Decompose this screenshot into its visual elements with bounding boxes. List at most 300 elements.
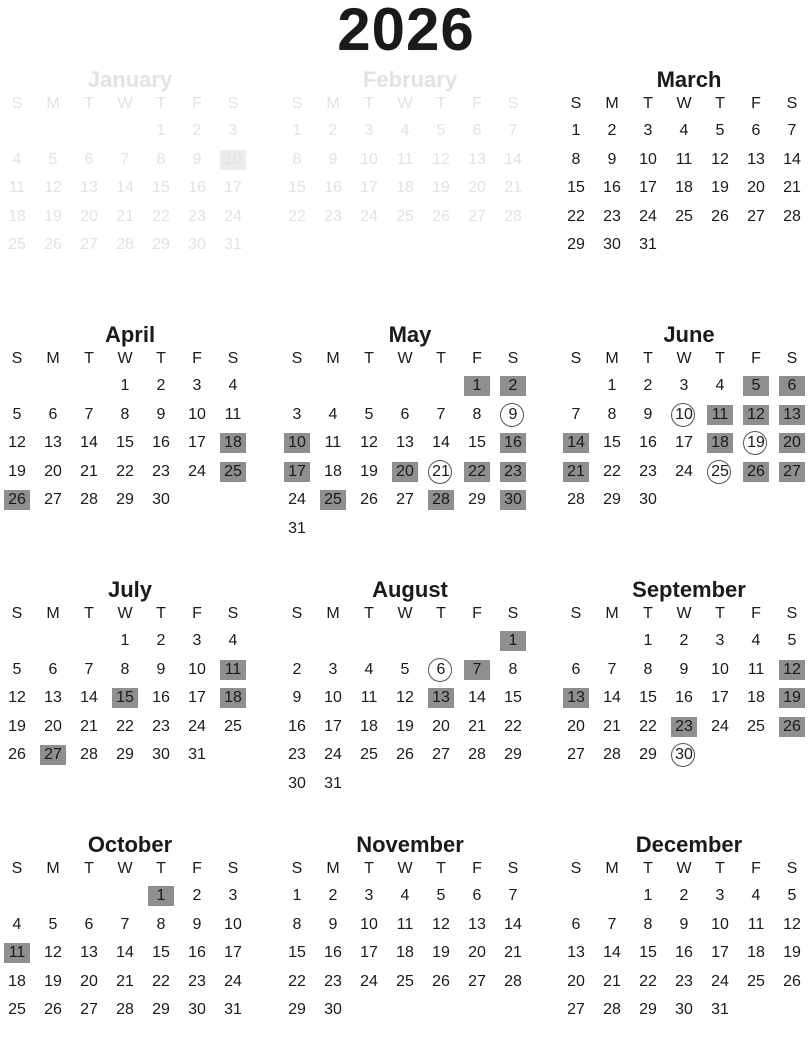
day-cell: 24 xyxy=(288,491,306,508)
day-cell: 13 xyxy=(747,150,765,168)
day-cell: 11 xyxy=(324,434,342,451)
day-cell: 8 xyxy=(156,915,166,933)
weekday-label: F xyxy=(472,860,482,877)
weekday-label: M xyxy=(605,95,619,112)
day-cell: 12 xyxy=(783,915,801,933)
weekday-label: W xyxy=(676,95,692,112)
day-cell: 12 xyxy=(360,434,378,451)
day-cell: 9 xyxy=(156,660,166,678)
day-cell: 13 xyxy=(468,915,486,933)
weekday-label: W xyxy=(117,95,133,112)
day-cell: 18 xyxy=(8,972,26,990)
day-cell: 12 xyxy=(8,434,26,451)
month-march xyxy=(563,67,812,297)
day-cell: 20 xyxy=(468,944,486,961)
day-cell: 2 xyxy=(328,122,338,139)
weekday-label: F xyxy=(751,860,761,877)
day-cell: 16 xyxy=(639,434,657,451)
day-cell: 5 xyxy=(787,887,797,904)
day-cell: 5 xyxy=(400,660,410,678)
weekday-label: T xyxy=(715,605,725,622)
day-cell: 10 xyxy=(188,405,206,423)
month-november xyxy=(284,832,536,1062)
day-cell: 4 xyxy=(400,122,410,139)
day-cell: 20 xyxy=(567,972,585,990)
day-cell: 1 xyxy=(500,631,526,651)
day-cell: 21 xyxy=(603,972,621,990)
day-cell: 29 xyxy=(288,1001,306,1018)
day-cell: 8 xyxy=(292,150,302,168)
day-cell: 30 xyxy=(188,1001,206,1018)
day-cell: 28 xyxy=(428,490,454,510)
day-cell: 26 xyxy=(779,717,805,737)
day-cell: 21 xyxy=(80,462,98,480)
day-cell: 29 xyxy=(639,746,657,763)
day-cell: 25 xyxy=(707,462,733,482)
day-cell: 5 xyxy=(12,660,22,678)
day-cell: 14 xyxy=(468,689,486,706)
day-cell: 9 xyxy=(328,150,338,168)
day-cell: 17 xyxy=(324,717,342,735)
day-cell: 6 xyxy=(571,915,581,933)
day-cell: 13 xyxy=(44,434,62,451)
day-cell: 12 xyxy=(432,150,450,168)
weekday-label: T xyxy=(643,95,653,112)
day-cell: 31 xyxy=(288,519,306,537)
weekday-label: T xyxy=(643,350,653,367)
weekday-label: T xyxy=(643,860,653,877)
month-name: December xyxy=(635,832,743,857)
day-cell: 8 xyxy=(508,660,518,678)
day-cell: 4 xyxy=(328,405,338,423)
day-cell: 22 xyxy=(504,717,522,735)
day-cell: 23 xyxy=(288,746,306,763)
weekday-label: S xyxy=(786,605,798,622)
day-cell: 5 xyxy=(787,632,797,649)
month-july xyxy=(4,577,256,807)
day-cell: 28 xyxy=(80,746,98,763)
day-cell: 14 xyxy=(116,179,134,196)
day-cell: 20 xyxy=(44,717,62,735)
day-cell: 22 xyxy=(603,462,621,480)
day-cell: 22 xyxy=(639,717,657,735)
day-cell: 10 xyxy=(188,660,206,678)
day-cell: 6 xyxy=(400,405,410,423)
weekday-label: S xyxy=(570,350,582,367)
day-cell: 27 xyxy=(44,491,62,508)
day-cell: 5 xyxy=(12,405,22,423)
day-cell: 14 xyxy=(783,150,801,168)
day-cell: 29 xyxy=(504,746,522,763)
day-cell: 31 xyxy=(324,774,342,792)
day-cell: 3 xyxy=(228,122,238,139)
weekday-label: S xyxy=(227,860,239,877)
day-cell: 18 xyxy=(220,688,246,708)
day-cell: 5 xyxy=(48,150,58,168)
day-cell: 26 xyxy=(8,746,26,763)
day-cell: 28 xyxy=(116,236,134,253)
day-cell: 8 xyxy=(571,150,581,168)
day-cell: 22 xyxy=(288,972,306,990)
day-cell: 26 xyxy=(432,972,450,990)
day-cell: 9 xyxy=(292,689,302,706)
day-cell: 23 xyxy=(639,462,657,480)
weekday-label: T xyxy=(156,605,166,622)
day-cell: 19 xyxy=(360,462,378,480)
day-cell: 8 xyxy=(472,405,482,423)
day-cell: 7 xyxy=(120,150,130,168)
day-cell: 27 xyxy=(80,1001,98,1018)
day-cell: 16 xyxy=(188,179,206,196)
day-cell: 11 xyxy=(8,179,26,196)
day-cell: 29 xyxy=(468,491,486,508)
day-cell: 2 xyxy=(643,377,653,394)
day-cell: 9 xyxy=(192,915,202,933)
day-cell: 14 xyxy=(80,434,98,451)
day-cell: 16 xyxy=(500,433,526,453)
day-cell: 24 xyxy=(324,746,342,763)
weekday-label: T xyxy=(84,605,94,622)
day-cell: 19 xyxy=(8,717,26,735)
day-cell: 5 xyxy=(743,376,769,396)
day-cell: 25 xyxy=(396,972,414,990)
day-cell: 11 xyxy=(4,943,30,963)
month-september xyxy=(563,577,812,807)
day-cell: 24 xyxy=(188,717,206,735)
month-may xyxy=(284,322,536,552)
day-cell: 13 xyxy=(567,944,585,961)
day-cell: 17 xyxy=(188,434,206,451)
day-cell: 5 xyxy=(48,915,58,933)
weekday-label: M xyxy=(326,95,340,112)
day-cell: 27 xyxy=(468,972,486,990)
day-cell: 13 xyxy=(396,434,414,451)
day-cell: 15 xyxy=(288,944,306,961)
day-cell: 26 xyxy=(360,491,378,508)
day-cell: 12 xyxy=(743,405,769,425)
day-cell: 28 xyxy=(116,1001,134,1018)
day-cell: 4 xyxy=(751,632,761,649)
day-cell: 10 xyxy=(711,915,729,933)
day-cell: 2 xyxy=(328,887,338,904)
day-cell: 23 xyxy=(500,462,526,482)
day-cell: 10 xyxy=(284,433,310,453)
day-cell: 18 xyxy=(747,944,765,961)
day-cell: 3 xyxy=(292,405,302,423)
day-cell: 19 xyxy=(396,717,414,735)
weekday-label: S xyxy=(11,860,23,877)
weekday-label: S xyxy=(291,95,303,112)
day-cell: 1 xyxy=(607,377,617,394)
day-cell: 26 xyxy=(44,236,62,253)
day-cell: 26 xyxy=(44,1001,62,1018)
day-cell: 26 xyxy=(743,462,769,482)
day-cell: 2 xyxy=(156,377,166,394)
day-cell: 7 xyxy=(787,122,797,139)
day-cell: 1 xyxy=(571,122,581,139)
weekday-label: S xyxy=(507,95,519,112)
day-cell: 2 xyxy=(679,887,689,904)
day-cell: 22 xyxy=(288,207,306,225)
weekday-label: S xyxy=(507,860,519,877)
month-december xyxy=(563,832,812,1062)
day-cell: 8 xyxy=(156,150,166,168)
weekday-label: W xyxy=(117,350,133,367)
day-cell: 26 xyxy=(432,207,450,225)
day-cell: 11 xyxy=(747,660,765,678)
day-cell: 9 xyxy=(679,915,689,933)
day-cell: 21 xyxy=(783,179,801,196)
day-cell: 11 xyxy=(675,150,693,168)
day-cell: 25 xyxy=(8,236,26,253)
day-cell: 4 xyxy=(12,915,22,933)
day-cell: 25 xyxy=(224,717,242,735)
day-cell: 14 xyxy=(504,150,522,168)
day-cell: 27 xyxy=(432,746,450,763)
day-cell: 26 xyxy=(711,207,729,225)
day-cell: 12 xyxy=(432,915,450,933)
weekday-label: T xyxy=(436,95,446,112)
month-name: March xyxy=(656,67,722,92)
weekday-label: S xyxy=(11,605,23,622)
day-cell: 17 xyxy=(188,689,206,706)
month-name: November xyxy=(356,832,464,857)
day-cell: 27 xyxy=(779,462,805,482)
day-cell: 4 xyxy=(12,150,22,168)
day-cell: 15 xyxy=(567,179,585,196)
day-cell: 16 xyxy=(288,717,306,735)
day-cell: 6 xyxy=(84,915,94,933)
day-cell: 4 xyxy=(364,660,374,678)
day-cell: 28 xyxy=(504,972,522,990)
day-cell: 12 xyxy=(396,689,414,706)
day-cell: 3 xyxy=(715,632,725,649)
day-cell: 8 xyxy=(607,405,617,423)
weekday-label: F xyxy=(472,605,482,622)
day-cell: 23 xyxy=(152,462,170,480)
weekday-label: M xyxy=(326,605,340,622)
day-cell: 29 xyxy=(116,491,134,508)
day-cell: 15 xyxy=(116,434,134,451)
day-cell: 18 xyxy=(747,689,765,706)
day-cell: 1 xyxy=(292,887,302,904)
day-cell: 28 xyxy=(783,207,801,225)
weekday-label: W xyxy=(676,350,692,367)
day-cell: 7 xyxy=(436,405,446,423)
day-cell: 20 xyxy=(392,462,418,482)
day-cell: 27 xyxy=(40,745,66,765)
day-cell: 5 xyxy=(436,122,446,139)
day-cell: 17 xyxy=(711,944,729,961)
month-name: October xyxy=(87,832,173,857)
day-cell: 23 xyxy=(152,717,170,735)
day-cell: 16 xyxy=(675,944,693,961)
day-cell: 19 xyxy=(44,972,62,990)
day-cell: 10 xyxy=(224,915,242,933)
day-cell: 14 xyxy=(603,944,621,961)
day-cell: 1 xyxy=(643,887,653,904)
day-cell: 2 xyxy=(156,632,166,649)
weekday-label: F xyxy=(192,350,202,367)
month-name: August xyxy=(372,577,448,602)
day-cell: 13 xyxy=(80,179,98,196)
day-cell: 9 xyxy=(192,150,202,168)
day-cell: 5 xyxy=(364,405,374,423)
weekday-label: S xyxy=(291,860,303,877)
weekday-label: W xyxy=(676,605,692,622)
day-cell: 3 xyxy=(679,377,689,394)
weekday-label: M xyxy=(605,350,619,367)
weekday-label: W xyxy=(397,350,413,367)
day-cell: 31 xyxy=(224,236,242,253)
day-cell: 25 xyxy=(320,490,346,510)
day-cell: 7 xyxy=(120,915,130,933)
day-cell: 4 xyxy=(751,887,761,904)
weekday-label: T xyxy=(156,860,166,877)
day-cell: 17 xyxy=(224,179,242,196)
day-cell: 30 xyxy=(188,236,206,253)
day-cell: 13 xyxy=(468,150,486,168)
day-cell: 22 xyxy=(116,462,134,480)
day-cell: 16 xyxy=(324,944,342,961)
day-cell: 16 xyxy=(152,689,170,706)
day-cell: 21 xyxy=(116,207,134,225)
day-cell: 11 xyxy=(747,915,765,933)
day-cell: 22 xyxy=(152,207,170,225)
month-name: February xyxy=(362,67,458,92)
weekday-label: S xyxy=(291,605,303,622)
day-cell: 13 xyxy=(563,688,589,708)
weekday-label: F xyxy=(192,605,202,622)
day-cell: 17 xyxy=(711,689,729,706)
month-name: January xyxy=(87,67,173,92)
weekday-label: M xyxy=(46,860,60,877)
day-cell: 18 xyxy=(396,179,414,196)
day-cell: 6 xyxy=(472,887,482,904)
day-cell: 27 xyxy=(396,491,414,508)
weekday-label: F xyxy=(751,95,761,112)
day-cell: 30 xyxy=(500,490,526,510)
weekday-label: M xyxy=(326,860,340,877)
day-cell: 9 xyxy=(643,405,653,423)
day-cell: 22 xyxy=(639,972,657,990)
day-cell: 17 xyxy=(360,944,378,961)
day-cell: 5 xyxy=(715,122,725,139)
year-title: 2026 xyxy=(337,0,475,63)
weekday-label: S xyxy=(570,860,582,877)
day-cell: 18 xyxy=(396,944,414,961)
day-cell: 3 xyxy=(364,887,374,904)
day-cell: 18 xyxy=(707,433,733,453)
day-cell: 9 xyxy=(679,660,689,678)
day-cell: 1 xyxy=(148,886,174,906)
weekday-label: T xyxy=(436,350,446,367)
day-cell: 14 xyxy=(504,915,522,933)
weekday-label: S xyxy=(570,605,582,622)
day-cell: 8 xyxy=(120,405,130,423)
day-cell: 20 xyxy=(567,717,585,735)
day-cell: 3 xyxy=(192,632,202,649)
day-cell: 8 xyxy=(643,915,653,933)
weekday-label: T xyxy=(715,95,725,112)
day-cell: 22 xyxy=(464,462,490,482)
weekday-label: S xyxy=(11,95,23,112)
weekday-label: S xyxy=(291,350,303,367)
day-cell: 16 xyxy=(188,944,206,961)
day-cell: 2 xyxy=(607,122,617,139)
weekday-label: S xyxy=(786,95,798,112)
day-cell: 4 xyxy=(679,122,689,139)
day-cell: 6 xyxy=(48,405,58,423)
day-cell: 14 xyxy=(80,689,98,706)
day-cell: 2 xyxy=(679,632,689,649)
day-cell: 25 xyxy=(8,1001,26,1018)
weekday-label: T xyxy=(364,860,374,877)
day-cell: 23 xyxy=(324,972,342,990)
weekday-label: T xyxy=(364,605,374,622)
day-cell: 4 xyxy=(400,887,410,904)
day-cell: 23 xyxy=(671,717,697,737)
day-cell: 1 xyxy=(643,632,653,649)
day-cell: 25 xyxy=(220,462,246,482)
day-cell: 25 xyxy=(360,746,378,763)
day-cell: 24 xyxy=(224,207,242,225)
weekday-label: F xyxy=(192,860,202,877)
day-cell: 12 xyxy=(8,689,26,706)
day-cell: 25 xyxy=(747,972,765,990)
day-cell: 14 xyxy=(603,689,621,706)
weekday-label: T xyxy=(156,95,166,112)
day-cell: 4 xyxy=(715,377,725,394)
month-name: September xyxy=(632,577,746,602)
day-cell: 13 xyxy=(779,405,805,425)
day-cell: 30 xyxy=(675,1001,693,1018)
month-name: May xyxy=(388,322,432,347)
day-cell: 28 xyxy=(80,491,98,508)
weekday-label: S xyxy=(11,350,23,367)
day-cell: 23 xyxy=(324,207,342,225)
day-cell: 2 xyxy=(500,376,526,396)
day-cell: 19 xyxy=(779,688,805,708)
day-cell: 11 xyxy=(396,915,414,933)
month-name: July xyxy=(107,577,153,602)
day-cell: 19 xyxy=(8,462,26,480)
weekday-label: M xyxy=(46,605,60,622)
day-cell: 17 xyxy=(360,179,378,196)
month-january xyxy=(4,67,256,297)
day-cell: 29 xyxy=(152,1001,170,1018)
month-name: April xyxy=(104,322,156,347)
day-cell: 12 xyxy=(44,179,62,196)
day-cell: 30 xyxy=(603,236,621,253)
day-cell: 12 xyxy=(779,660,805,680)
weekday-label: T xyxy=(84,860,94,877)
day-cell: 14 xyxy=(432,434,450,451)
day-cell: 28 xyxy=(567,491,585,508)
month-april xyxy=(4,322,256,552)
day-cell: 21 xyxy=(116,972,134,990)
day-cell: 29 xyxy=(116,746,134,763)
day-cell: 24 xyxy=(360,207,378,225)
day-cell: 30 xyxy=(671,745,697,765)
weekday-label: W xyxy=(397,605,413,622)
day-cell: 20 xyxy=(432,717,450,735)
day-cell: 27 xyxy=(468,207,486,225)
weekday-label: T xyxy=(364,95,374,112)
day-cell: 16 xyxy=(603,179,621,196)
day-cell: 9 xyxy=(607,150,617,168)
day-cell: 3 xyxy=(328,660,338,678)
